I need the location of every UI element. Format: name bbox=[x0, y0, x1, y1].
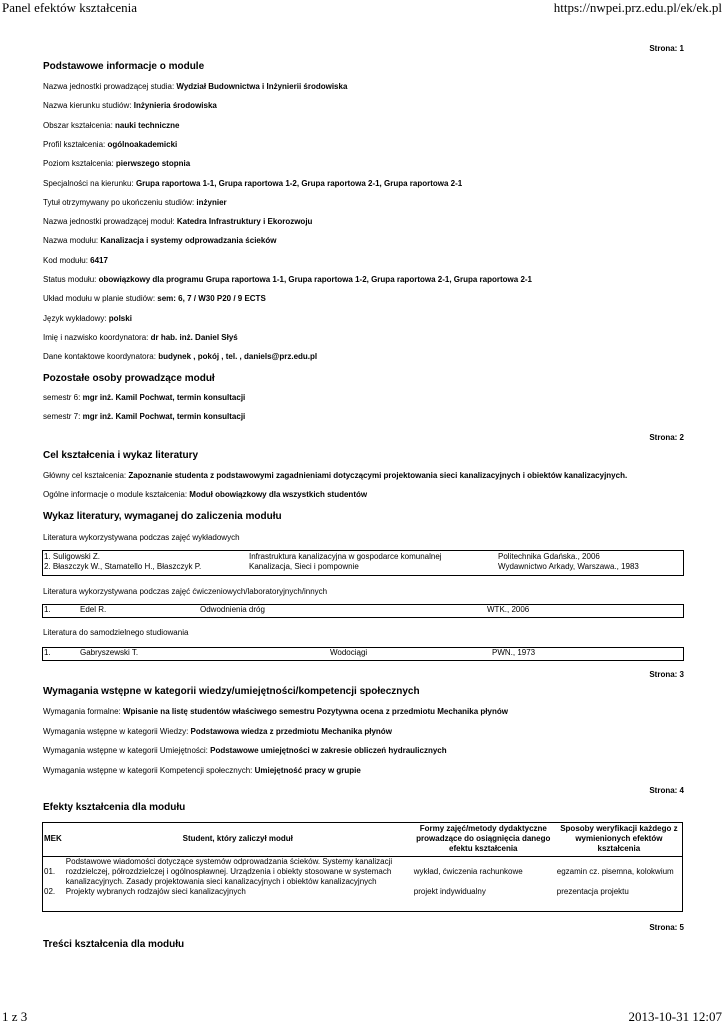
info-value: Wydział Budownictwa i Inżynierii środowiska bbox=[176, 82, 348, 91]
mek-methods: projekt indywidualny bbox=[413, 887, 486, 896]
mek-verification: egzamin cz. pisemna, kolokwium bbox=[556, 867, 674, 876]
table-row bbox=[42, 562, 682, 572]
info-value: Podstawowa wiedza z przedmiotu Mechanika płynów bbox=[190, 726, 392, 736]
info-label: Układ modułu w planie studiów: bbox=[43, 294, 158, 304]
info-row bbox=[43, 217, 312, 226]
lit-number: 1. bbox=[44, 648, 51, 657]
page-number: Strona: 1 bbox=[649, 44, 684, 53]
info-label: Wymagania wstępne w kategorii Umiejętności: bbox=[43, 746, 211, 755]
info-value: mgr inż. Kamil Pochwat, termin konsultacji bbox=[82, 393, 246, 402]
table-header-row bbox=[42, 822, 683, 857]
info-row bbox=[43, 294, 266, 303]
info-row bbox=[43, 236, 276, 245]
info-label: Profil kształcenia: bbox=[43, 139, 108, 149]
lit-title: Infrastruktura kanalizacyjna w gospodarce komunalnej bbox=[249, 552, 442, 561]
lit-title: Odwodnienia dróg bbox=[200, 605, 265, 614]
info-row bbox=[43, 471, 627, 480]
lit-title: Kanalizacja, Sieci i pompownie bbox=[249, 562, 359, 571]
info-row bbox=[43, 490, 367, 499]
info-value: budynek , pokój , tel. , daniels@prz.edu.pl bbox=[158, 352, 318, 362]
info-label: Poziom kształcenia: bbox=[43, 159, 116, 169]
info-row bbox=[43, 707, 508, 716]
info-label: Główny cel kształcenia: bbox=[43, 471, 129, 480]
info-value: Zapoznanie studenta z podstawowymi zagadnieniami dotyczącymi projektowania sieci kanalizacyjnych i obiektów kanalizacyjnych. bbox=[128, 471, 628, 480]
info-value: Umiejętność pracy w grupie bbox=[254, 765, 361, 775]
section-heading-others: Pozostałe osoby prowadzące moduł bbox=[43, 373, 215, 384]
info-value: sem: 6, 7 / W30 P20 / 9 ECTS bbox=[157, 294, 266, 304]
lit-author: Edel R. bbox=[80, 605, 107, 614]
info-row bbox=[43, 140, 177, 149]
col-header-methods: Formy zajęć/metody dydaktyczne prowadzące do osiągnięcia danego efektu kształcenia bbox=[416, 824, 551, 853]
info-label: Specjalności na kierunku: bbox=[43, 178, 136, 188]
table-row bbox=[42, 648, 682, 658]
info-row bbox=[43, 121, 180, 130]
info-value: obowiązkowy dla programu Grupa raportowa 1-1, Grupa raportowa 1-2, Grupa raportowa 2-1, Grupa raportowa 2-1 bbox=[98, 275, 533, 284]
info-label: Imię i nazwisko koordynatora: bbox=[43, 332, 151, 342]
info-label: semestr 6: bbox=[43, 393, 83, 402]
info-row bbox=[43, 82, 347, 91]
info-value: pierwszego stopnia bbox=[115, 159, 191, 169]
col-header-verification: Sposoby weryfikacji każdego z wymienionych efektów kształcenia bbox=[560, 824, 678, 853]
effects-table bbox=[42, 822, 683, 897]
info-row bbox=[43, 179, 462, 188]
lecture-literature-label: Literatura wykorzystywana podczas zajęć wykładowych bbox=[43, 533, 240, 542]
info-value: ogólnoakademicki bbox=[107, 139, 178, 149]
section-heading-content: Treści kształcenia dla modułu bbox=[43, 939, 185, 950]
info-value: Kanalizacja i systemy odprowadzania ścieków bbox=[100, 236, 277, 246]
lit-title: Wodociągi bbox=[330, 648, 368, 657]
mek-code: 01. bbox=[44, 867, 56, 876]
section-heading-effects: Efekty kształcenia dla modułu bbox=[43, 802, 186, 813]
info-label: semestr 7: bbox=[43, 412, 83, 421]
section-heading-requirements: Wymagania wstępne w kategorii wiedzy/umiejętności/kompetencji społecznych bbox=[43, 686, 420, 697]
info-label: Tytuł otrzymywany po ukończeniu studiów: bbox=[43, 197, 197, 207]
info-row bbox=[43, 727, 392, 736]
info-label: Obszar kształcenia: bbox=[43, 120, 116, 130]
lit-publisher: WTK., 2006 bbox=[487, 605, 530, 614]
info-label: Wymagania wstępne w kategorii Kompetencji społecznych: bbox=[43, 765, 255, 775]
info-value: Podstawowe umiejętności w zakresie obliczeń hydraulicznych bbox=[210, 746, 447, 755]
exercise-literature-table bbox=[42, 605, 682, 615]
mek-description: Podstawowe wiadomości dotyczące systemów odprowadzania ścieków. Systemy kanalizacji rozdzielczej, półrozdzielczej i ogólnospławnej. Urządzenia i obiekty stosowane w systemach kanalizacyjnych. Zasady projektowania sieci kanalizacyjnych i obiektów kanalizacyjnych bbox=[65, 857, 393, 886]
lit-publisher: Politechnika Gdańska., 2006 bbox=[498, 552, 600, 561]
col-header-student: Student, który zaliczył moduł bbox=[182, 834, 293, 843]
info-label: Ogólne informacje o module kształcenia: bbox=[43, 490, 190, 499]
info-value: polski bbox=[108, 313, 132, 323]
info-label: Kod modułu: bbox=[43, 255, 91, 265]
info-row bbox=[43, 314, 132, 323]
info-label: Status modułu: bbox=[43, 275, 99, 284]
page-number: Strona: 5 bbox=[649, 923, 684, 932]
lecture-literature-table bbox=[42, 552, 682, 572]
info-row bbox=[43, 101, 217, 110]
table-row bbox=[42, 887, 683, 897]
info-row bbox=[43, 352, 317, 361]
info-row bbox=[43, 412, 245, 421]
col-header-mek: MEK bbox=[44, 834, 62, 843]
page-number: Strona: 4 bbox=[649, 786, 684, 795]
info-row bbox=[43, 256, 108, 265]
page-number: Strona: 3 bbox=[649, 670, 684, 679]
lit-author: 2. Błaszczyk W., Stamatello H., Błaszczyk P. bbox=[44, 562, 202, 571]
info-value: 6417 bbox=[90, 255, 108, 265]
info-row bbox=[43, 766, 361, 775]
section-heading-goal: Cel kształcenia i wykaz literatury bbox=[43, 450, 199, 461]
table-row bbox=[42, 605, 682, 615]
lit-number: 1. bbox=[44, 605, 51, 614]
print-footer-page-count: 1 z 3 bbox=[2, 1009, 28, 1024]
info-value: Katedra Infrastruktury i Ekorozwoju bbox=[176, 217, 313, 227]
info-value: inżynier bbox=[196, 197, 227, 207]
table-row bbox=[42, 857, 683, 888]
print-header-url: https://nwpei.prz.edu.pl/ek/ek.pl bbox=[553, 0, 722, 15]
exercise-literature-label: Literatura wykorzystywana podczas zajęć ćwiczeniowych/laboratoryjnych/innych bbox=[43, 587, 328, 596]
lit-author: 1. Suligowski Z. bbox=[44, 552, 101, 561]
lit-author: Gabryszewski T. bbox=[80, 648, 139, 657]
info-value: mgr inż. Kamil Pochwat, termin konsultacji bbox=[82, 412, 246, 421]
mek-verification: prezentacja projektu bbox=[556, 887, 629, 896]
info-row bbox=[43, 746, 447, 755]
info-value: Inżynieria środowiska bbox=[133, 101, 217, 111]
info-row bbox=[43, 333, 238, 342]
print-footer-datetime: 2013-10-31 12:07 bbox=[628, 1009, 722, 1024]
info-row bbox=[43, 159, 190, 168]
mek-methods: wykład, ćwiczenia rachunkowe bbox=[413, 867, 523, 876]
info-row bbox=[43, 198, 227, 207]
self-literature-label: Literatura do samodzielnego studiowania bbox=[43, 628, 189, 637]
info-label: Nazwa modułu: bbox=[43, 236, 101, 246]
info-label: Wymagania wstępne w kategorii Wiedzy: bbox=[43, 726, 191, 736]
info-value: Moduł obowiązkowy dla wszystkich studentów bbox=[189, 490, 368, 499]
self-literature-table bbox=[42, 648, 682, 658]
lit-publisher: PWN., 1973 bbox=[492, 648, 536, 657]
print-header-title: Panel efektów kształcenia bbox=[2, 0, 137, 15]
info-value: Grupa raportowa 1-1, Grupa raportowa 1-2, Grupa raportowa 2-1, Grupa raportowa 2-1 bbox=[135, 178, 463, 188]
info-value: nauki techniczne bbox=[115, 120, 180, 130]
section-heading-literature: Wykaz literatury, wymaganej do zaliczenia modułu bbox=[43, 511, 282, 522]
info-value: Wpisanie na listę studentów właściwego semestru Pozytywna ocena z przedmiotu Mechanika płynów bbox=[122, 707, 508, 716]
info-label: Nazwa kierunku studiów: bbox=[43, 101, 134, 111]
info-label: Język wykładowy: bbox=[43, 313, 109, 323]
info-value: dr hab. inż. Daniel Słyś bbox=[150, 332, 238, 342]
info-label: Wymagania formalne: bbox=[43, 707, 123, 716]
info-label: Nazwa jednostki prowadzącej studia: bbox=[43, 82, 177, 91]
info-row bbox=[43, 393, 245, 402]
info-label: Nazwa jednostki prowadzącej moduł: bbox=[43, 217, 177, 227]
info-row bbox=[43, 275, 532, 284]
mek-code: 02. bbox=[44, 887, 56, 896]
lit-publisher: Wydawnictwo Arkady, Warszawa., 1983 bbox=[498, 562, 639, 571]
table-row bbox=[42, 552, 682, 562]
info-label: Dane kontaktowe koordynatora: bbox=[43, 352, 159, 362]
mek-description: Projekty wybranych rodzajów sieci kanalizacyjnych bbox=[65, 887, 246, 896]
section-heading-module-info: Podstawowe informacje o module bbox=[43, 61, 205, 72]
page-number: Strona: 2 bbox=[649, 433, 684, 442]
